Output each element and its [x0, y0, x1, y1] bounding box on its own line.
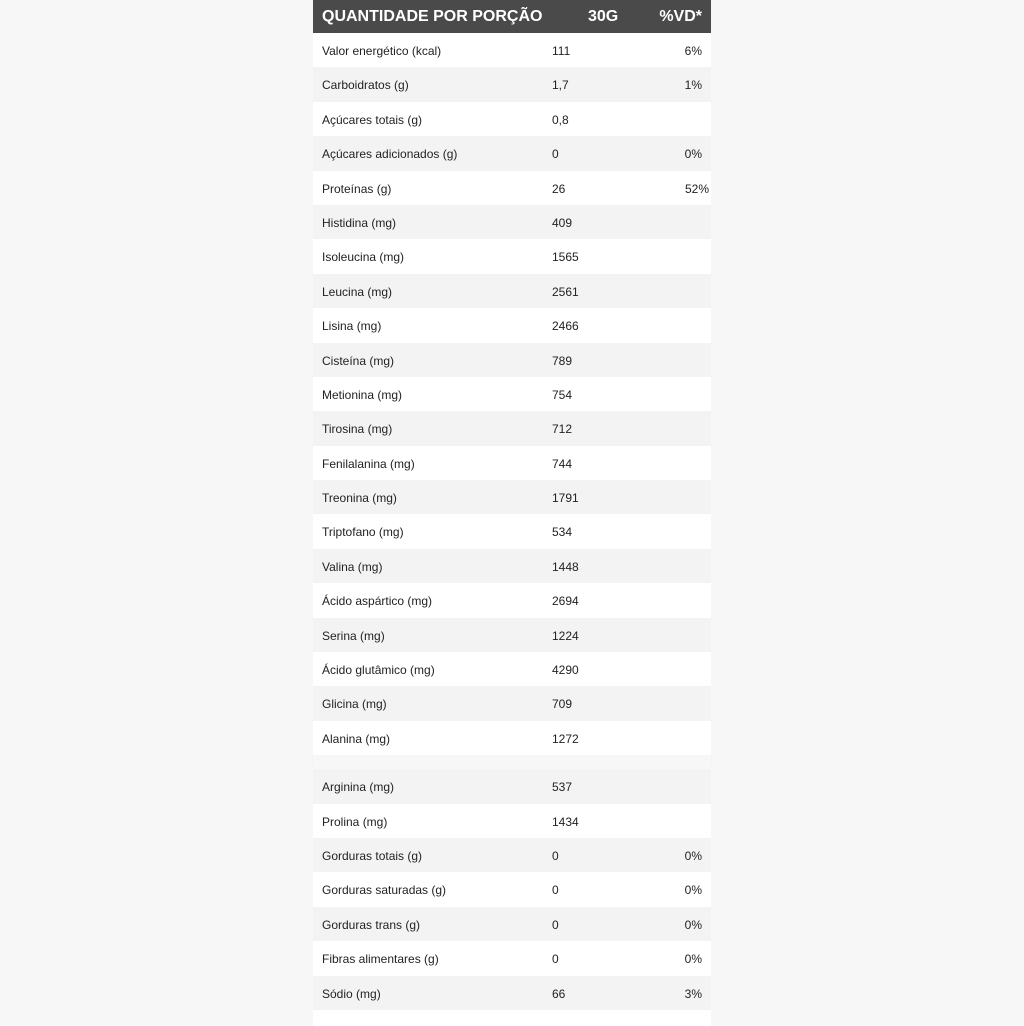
nutrient-name: Leucina (mg)	[322, 284, 393, 299]
table-row	[313, 102, 711, 136]
table-row	[313, 686, 711, 720]
header-daily-value: %VD*	[659, 8, 702, 25]
nutrient-amount: 4290	[552, 663, 579, 678]
nutrient-amount: 1434	[552, 814, 579, 829]
nutrient-amount: 0	[552, 917, 559, 932]
nutrient-amount: 0,8	[552, 112, 569, 127]
nutrient-amount: 712	[552, 422, 573, 437]
table-row	[313, 171, 711, 205]
nutrient-name: Gorduras totais (g)	[322, 848, 423, 863]
table-row	[313, 652, 711, 686]
nutrient-name: Tirosina (mg)	[322, 422, 393, 437]
nutrient-name: Gorduras trans (g)	[322, 917, 421, 932]
nutrient-amount: 409	[552, 215, 573, 230]
nutrient-daily-value: 6%	[684, 44, 702, 58]
table-row	[313, 907, 711, 941]
nutrient-name: Triptofano (mg)	[322, 525, 404, 540]
table-row	[313, 804, 711, 838]
nutrient-name: Lisina (mg)	[322, 319, 382, 334]
nutrient-amount: 1272	[552, 731, 579, 746]
nutrient-amount: 2694	[552, 594, 579, 609]
nutrient-amount: 0	[552, 883, 559, 898]
nutrient-amount: 789	[552, 353, 573, 368]
nutrient-name: Carboidratos (g)	[322, 78, 409, 93]
nutrient-name: Proteínas (g)	[322, 181, 392, 196]
nutrient-amount: 1224	[552, 628, 579, 643]
nutrient-name: Alanina (mg)	[322, 731, 391, 746]
nutrient-name: Cisteína (mg)	[322, 353, 395, 368]
table-row	[313, 941, 711, 975]
nutrient-name: Glicina (mg)	[322, 697, 387, 712]
nutrient-name: Gorduras saturadas (g)	[322, 883, 447, 898]
nutrient-daily-value: 52%	[684, 181, 709, 196]
nutrient-daily-value: 0%	[684, 848, 702, 863]
nutrient-name: Arginina (mg)	[322, 780, 395, 795]
nutrient-name: Isoleucina (mg)	[322, 250, 405, 265]
nutrient-amount: 537	[552, 780, 573, 795]
nutrient-daily-value: 3%	[684, 986, 702, 1001]
table-row	[313, 377, 711, 411]
nutrient-name: Serina (mg)	[322, 628, 385, 643]
nutrient-name: Ácido glutâmico (mg)	[322, 663, 435, 678]
table-body-lower	[313, 769, 711, 1010]
nutrient-name: Ácido aspártico (mg)	[322, 594, 433, 609]
table-row	[313, 872, 711, 906]
nutrient-amount: 1565	[552, 250, 579, 265]
nutrient-daily-value: 1%	[684, 78, 702, 93]
nutrient-name: Açúcares totais (g)	[322, 112, 423, 127]
table-row	[313, 838, 711, 872]
nutrient-name: Histidina (mg)	[322, 215, 397, 230]
table-row	[313, 67, 711, 101]
nutrient-amount: 66	[552, 986, 566, 1001]
nutrient-amount: 744	[552, 456, 573, 471]
nutrient-amount: 111	[552, 44, 571, 58]
table-row	[313, 480, 711, 514]
nutrient-name: Metionina (mg)	[322, 387, 403, 402]
nutrient-amount: 534	[552, 525, 573, 540]
nutrient-daily-value: 0%	[684, 883, 702, 898]
nutrient-amount: 1,7	[552, 78, 569, 93]
table-row	[313, 618, 711, 652]
nutrient-name: Sódio (mg)	[322, 986, 381, 1001]
nutrient-name: Treonina (mg)	[322, 491, 397, 506]
nutrient-amount: 0	[552, 848, 559, 863]
table-row	[313, 446, 711, 480]
table-row	[313, 239, 711, 273]
nutrient-amount: 0	[552, 147, 559, 162]
table-body-upper	[313, 33, 711, 755]
table-row	[313, 33, 711, 67]
nutrient-name: Fibras alimentares (g)	[322, 952, 439, 967]
nutrient-name: Valor energético (kcal)	[322, 44, 442, 58]
table-row	[313, 136, 711, 170]
nutrient-name: Valina (mg)	[322, 559, 383, 574]
nutrient-amount: 754	[552, 387, 573, 402]
nutrient-amount: 2561	[552, 284, 579, 299]
nutrient-amount: 1448	[552, 559, 579, 574]
table-row	[313, 411, 711, 445]
table-row	[313, 721, 711, 755]
table-row	[313, 205, 711, 239]
nutrient-amount: 2466	[552, 319, 579, 334]
nutrient-daily-value: 0%	[684, 952, 702, 967]
nutrient-amount: 1791	[552, 491, 579, 506]
nutrient-amount: 0	[552, 952, 559, 967]
nutrient-name: Açúcares adicionados (g)	[322, 147, 458, 162]
table-row	[313, 343, 711, 377]
nutrient-amount: 709	[552, 697, 573, 712]
table-row	[313, 274, 711, 308]
table-row	[313, 308, 711, 342]
header-serving-label: QUANTIDADE POR PORÇÃO	[322, 8, 543, 25]
table-header	[313, 0, 711, 33]
nutrient-name: Prolina (mg)	[322, 814, 388, 829]
nutrient-daily-value: 0%	[684, 147, 702, 162]
nutrient-amount: 26	[552, 181, 566, 196]
table-row	[313, 976, 711, 1010]
table-row	[313, 549, 711, 583]
header-amount: 30G	[588, 8, 619, 25]
table-row	[313, 769, 711, 803]
table-row	[313, 583, 711, 617]
nutrition-table	[313, 0, 711, 1026]
table-row	[313, 514, 711, 548]
nutrient-daily-value: 0%	[684, 917, 702, 932]
table-gap	[313, 755, 711, 769]
nutrient-name: Fenilalanina (mg)	[322, 456, 415, 471]
